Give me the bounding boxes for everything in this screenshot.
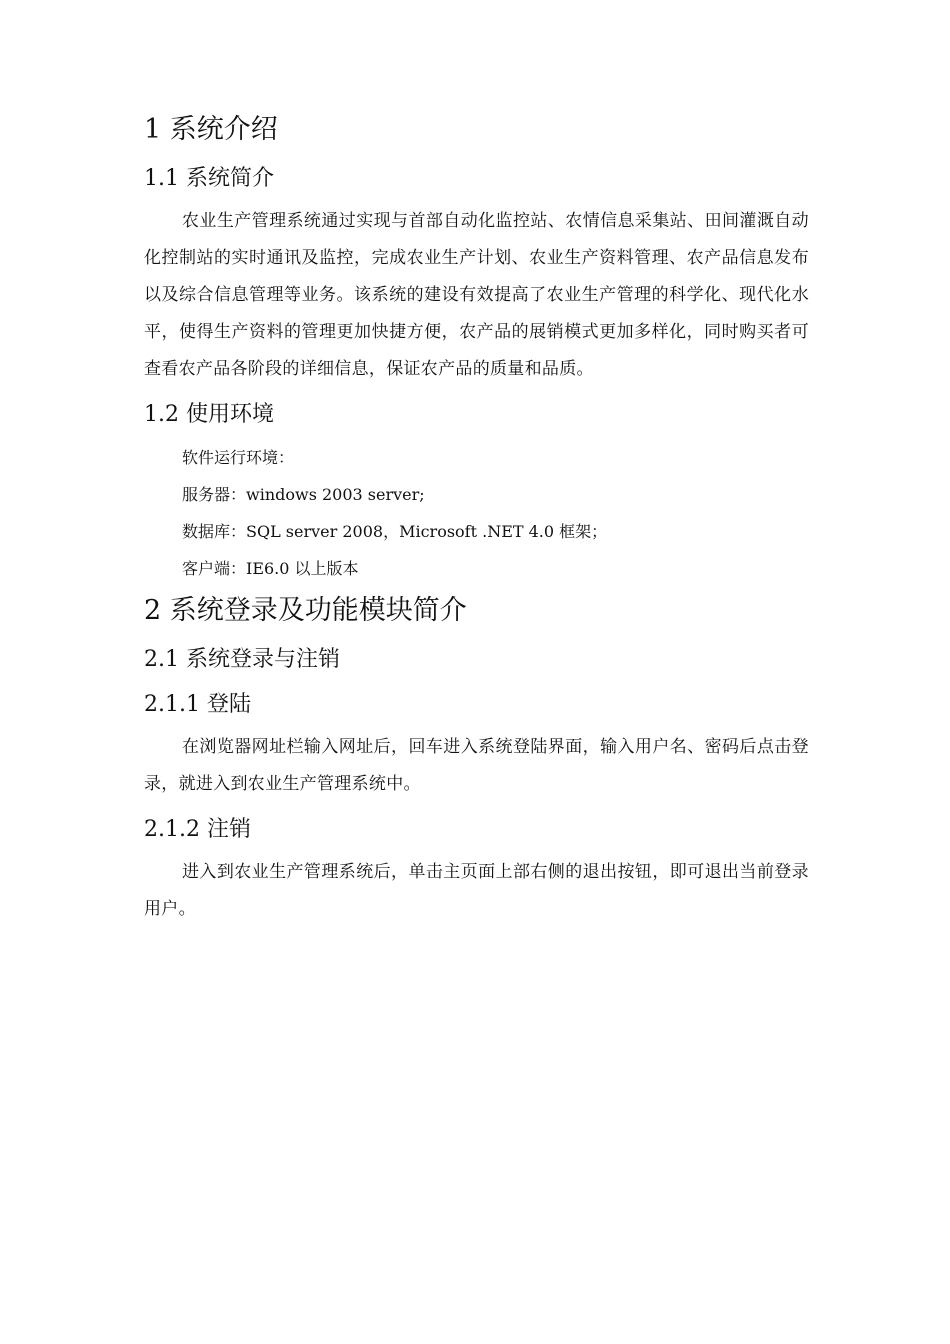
heading-login-and-modules: 2 系统登录及功能模块简介 [144, 595, 467, 626]
document-content [144, 108, 809, 928]
paragraph-login: 在浏览器网址栏输入网址后，回车进入系统登陆界面，输入用户名、密码后点击登录，就进入到农业生产管理系统中。 [144, 737, 809, 794]
paragraph-system-overview: 农业生产管理系统通过实现与首部自动化监控站、农情信息采集站、田间灌溉自动化控制站的实时通讯及监控，完成农业生产计划、农业生产资料管理、农产品信息发布以及综合信息管理等业务。该系统的建设有效提高了农业生产管理的科学化、现代化水平，使得生产资料的管理更加快捷方便，农产品的展销模式更加多样化，同时购买者可查看农产品各阶段的详细信息，保证农产品的质量和品质。 [144, 211, 809, 379]
env-line-server: 服务器：windows 2003 server; [182, 485, 425, 504]
env-line-software: 软件运行环境： [182, 448, 295, 467]
heading-system-overview: 1.1 系统简介 [144, 166, 274, 191]
heading-login-logout: 2.1 系统登录与注销 [144, 647, 340, 672]
heading-login: 2.1.1 登陆 [144, 692, 251, 717]
heading-logout: 2.1.2 注销 [144, 817, 251, 842]
heading-system-introduction: 1 系统介绍 [144, 114, 278, 145]
env-line-client: 客户端：IE6.0 以上版本 [182, 559, 359, 578]
heading-usage-environment: 1.2 使用环境 [144, 402, 274, 427]
paragraph-logout: 进入到农业生产管理系统后，单击主页面上部右侧的退出按钮，即可退出当前登录用户。 [144, 862, 809, 919]
env-line-database: 数据库：SQL server 2008，Microsoft .NET 4.0 框架； [182, 522, 608, 541]
